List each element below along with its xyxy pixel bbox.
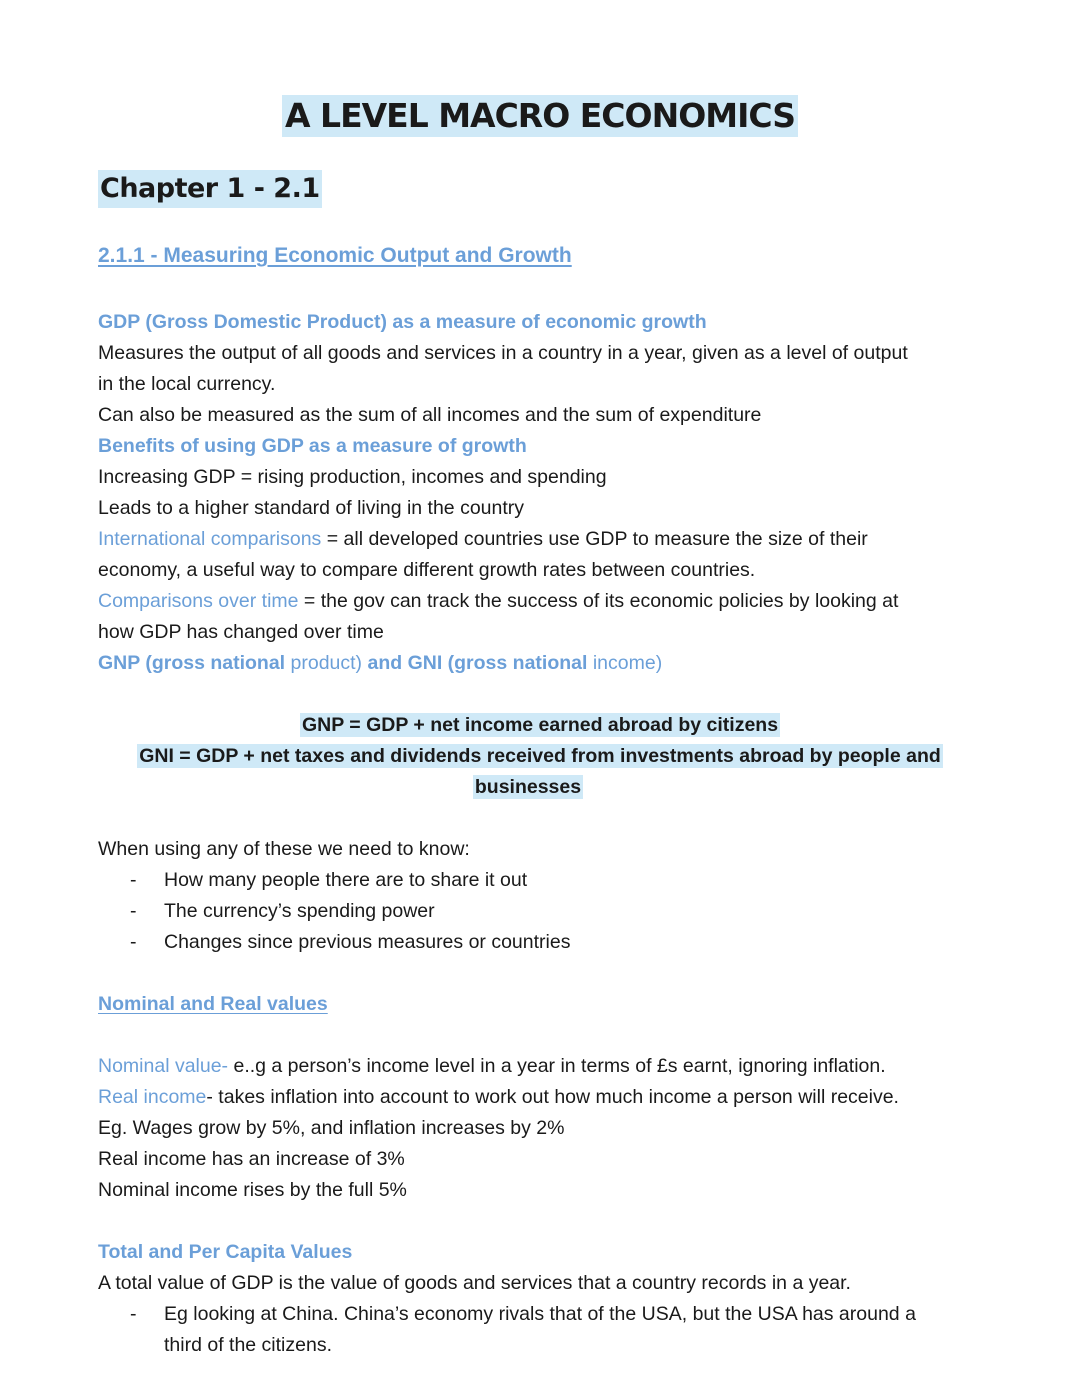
benefits-heading: Benefits of using GDP as a measure of growth xyxy=(98,435,527,457)
gnp-gni-heading xyxy=(98,649,662,677)
section-heading: 2.1.1 - Measuring Economic Output and Growth xyxy=(98,244,572,267)
gni-formula-line-2 xyxy=(0,773,1068,801)
list-bullet: - xyxy=(130,931,137,953)
gni-formula: GNI = GDP + net taxes and dividends received from investments abroad by people and xyxy=(139,745,941,767)
international-comparisons-line-2: economy, a useful way to compare different growth rates between countries. xyxy=(98,559,756,581)
gnp-heading-part-3: and GNI (gross national xyxy=(362,652,593,674)
list-bullet: - xyxy=(130,869,137,891)
benefits-line-2: Leads to a higher standard of living in the country xyxy=(98,497,525,519)
comparisons-over-time-label: Comparisons over time xyxy=(98,590,299,612)
gdp-line-1: Measures the output of all goods and services in a country in a year, given as a level of output xyxy=(98,342,908,364)
international-comparisons-label: International comparisons xyxy=(98,528,322,550)
nominal-value-text: e..g a person’s income level in a year in terms of £s earnt, ignoring inflation. xyxy=(228,1055,886,1077)
gdp-heading: GDP (Gross Domestic Product) as a measure of economic growth xyxy=(98,311,707,333)
comparisons-over-time-text: = the gov can track the success of its economic policies by looking at xyxy=(298,590,899,612)
nominal-income-increase-line: Nominal income rises by the full 5% xyxy=(98,1179,407,1201)
nominal-value-line xyxy=(98,1052,886,1080)
list-bullet: - xyxy=(130,900,137,922)
list-item-continued: third of the citizens. xyxy=(164,1334,332,1356)
gnp-formula: GNP = GDP + net income earned abroad by citizens xyxy=(301,714,779,736)
total-per-capita-heading: Total and Per Capita Values xyxy=(98,1241,353,1263)
gni-formula-continued: businesses xyxy=(474,776,582,798)
list-item: The currency’s spending power xyxy=(164,900,435,922)
need-to-know-intro: When using any of these we need to know: xyxy=(98,838,470,860)
gnp-heading-part-4: income) xyxy=(592,652,663,674)
international-comparisons-line xyxy=(98,525,868,553)
page-title-wrap xyxy=(0,95,1080,137)
nominal-real-heading: Nominal and Real values xyxy=(98,993,328,1015)
list-item: How many people there are to share it out xyxy=(164,869,528,891)
international-comparisons-text: = all developed countries use GDP to measure the size of their xyxy=(321,528,868,550)
page-title: A LEVEL MACRO ECONOMICS xyxy=(282,95,798,137)
gni-formula-line xyxy=(0,742,1080,770)
comparisons-over-time-line-2: how GDP has changed over time xyxy=(98,621,384,643)
gdp-line-3: Can also be measured as the sum of all incomes and the sum of expenditure xyxy=(98,404,762,426)
list-item: Changes since previous measures or countries xyxy=(164,931,571,953)
real-income-increase-line: Real income has an increase of 3% xyxy=(98,1148,405,1170)
comparisons-over-time-line xyxy=(98,587,898,615)
gnp-formula-line xyxy=(0,711,1080,739)
total-per-capita-line-1: A total value of GDP is the value of goods and services that a country records in a year. xyxy=(98,1272,851,1294)
list-item: Eg looking at China. China’s economy rivals that of the USA, but the USA has around a xyxy=(164,1303,916,1325)
gnp-heading-part-2: product) xyxy=(290,652,363,674)
example-line: Eg. Wages grow by 5%, and inflation increases by 2% xyxy=(98,1117,565,1139)
real-income-text: - takes inflation into account to work out how much income a person will receive. xyxy=(206,1086,899,1108)
gdp-line-2: in the local currency. xyxy=(98,373,276,395)
real-income-label: Real income xyxy=(98,1086,207,1108)
list-bullet: - xyxy=(130,1303,137,1325)
chapter-heading: Chapter 1 - 2.1 xyxy=(98,170,322,208)
benefits-line-1: Increasing GDP = rising production, incomes and spending xyxy=(98,466,607,488)
real-income-line xyxy=(98,1083,899,1111)
nominal-value-label: Nominal value- xyxy=(98,1055,229,1077)
gnp-heading-part-1: GNP (gross national xyxy=(98,652,291,674)
